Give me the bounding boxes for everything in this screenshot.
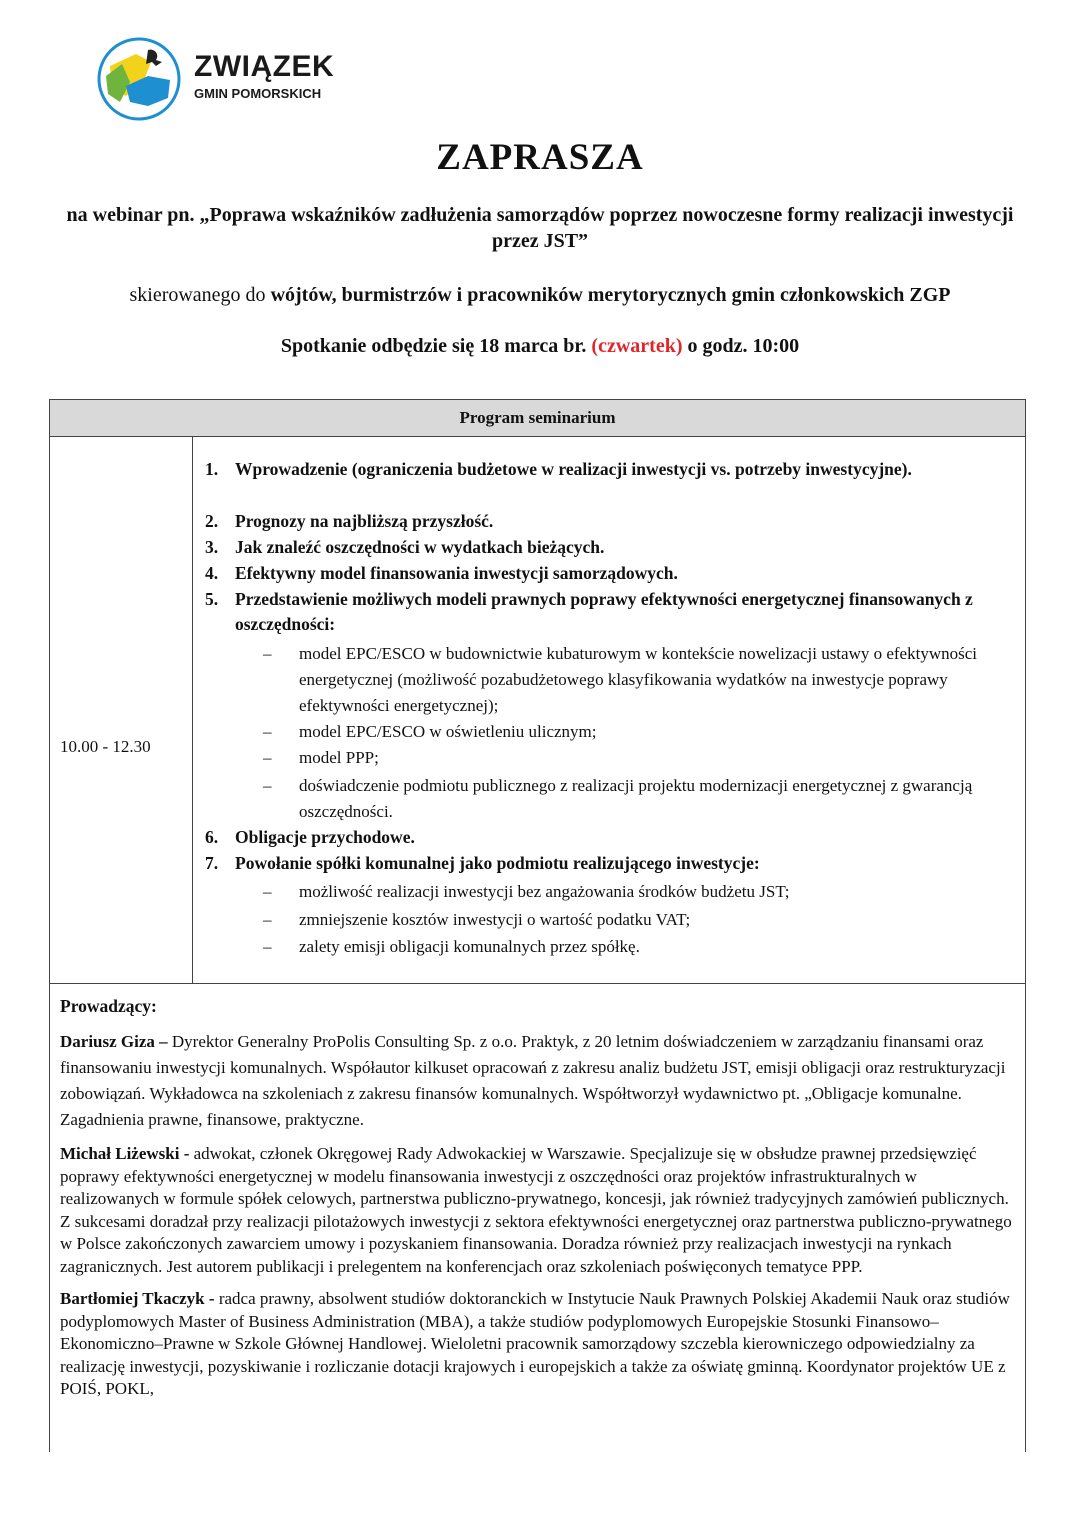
item-number: 3. <box>205 537 219 557</box>
item-number: 1. <box>205 459 219 479</box>
row-divider <box>50 983 1025 984</box>
lecturer-name: Bartłomiej Tkaczyk - <box>60 1289 219 1308</box>
sub-item-text: model EPC/ESCO w oświetleniu ulicznym; <box>299 722 597 741</box>
program-header: Program seminarium <box>50 400 1025 437</box>
lecturers-section <box>60 996 1015 1411</box>
sub-item-text: model PPP; <box>299 748 379 767</box>
zgp-emblem-icon <box>96 36 182 122</box>
time-cell <box>50 437 193 983</box>
sub-item-text: doświadczenie podmiotu publicznego z realizacji projektu modernizacji energetycznej z gwarancją oszczędności. <box>299 776 973 821</box>
sub-item-text: zmniejszenie kosztów inwestycji o wartość podatku VAT; <box>299 910 691 929</box>
item-text: Powołanie spółki komunalnej jako podmiotu realizującego inwestycje: <box>235 853 760 873</box>
webinar-subtitle: na webinar pn. „Poprawa wskaźników zadłużenia samorządów poprzez nowoczesne formy realizacji inwestycji przez JST” <box>66 204 1014 252</box>
dash-marker: – <box>263 882 272 901</box>
lecturer-description: adwokat, członek Okręgowej Rady Adwokackiej w Warszawie. Specjalizuje się w obsłudze prawnej przedsięwzięć poprawy efektywności energetycznej w modelu finansowania inwestycji z oszczędności oraz projektów infrastrukturalnych w realizowanych w formule spółek celowych, partnerstwa publiczno-prywatnego, koncesji, jak również tradycyjnych zamówień publicznych. Z sukcesami doradzał przy realizacji pilotażowych inwestycji z sektora efektywności energetycznej oraz partnerstwa publiczno-prywatnego w Polsce zakończonych zawarciem umowy i pozyskaniem finansowania. Doradza również przy realizacjach inwestycji na rynkach zagranicznych. Jest autorem publikacji i prelegentem na konferencjach oraz szkoleniach poświęconych tematyce PPP. <box>60 1144 1012 1276</box>
item-text: Obligacje przychodowe. <box>235 827 415 847</box>
dash-marker: – <box>263 748 272 767</box>
meeting-prefix: Spotkanie odbędzie się 18 marca br. <box>280 335 592 357</box>
sub-item-text: model EPC/ESCO w budownictwie kubaturowym w kontekście nowelizacji ustawy o efektywności energetycznej (możliwość pozabudżetowego klasyfikowania wydatków na inwestycje poprawy efektywności energetycznej); <box>299 644 977 715</box>
meeting-day: (czwartek) <box>591 335 683 357</box>
dash-marker: – <box>263 937 272 956</box>
meeting-suffix: o godz. 10:00 <box>682 335 800 357</box>
lecturer-name: Dariusz Giza – <box>60 1032 172 1051</box>
item-number: 4. <box>205 563 219 583</box>
lecturer-bio <box>60 1143 1015 1278</box>
sub-item-text: możliwość realizacji inwestycji bez angażowania środków budżetu JST; <box>299 882 790 901</box>
dash-marker: – <box>263 910 272 929</box>
lecturers-label: Prowadzący: <box>60 996 157 1016</box>
program-table <box>49 399 1026 1452</box>
lecturer-bio <box>60 1029 1015 1133</box>
audience-prefix: skierowanego do <box>129 284 271 306</box>
item-text: Jak znaleźć oszczędności w wydatkach bieżących. <box>235 537 605 557</box>
audience-target: wójtów, burmistrzów i pracowników merytorycznych gmin członkowskich ZGP <box>270 284 951 306</box>
item-number: 5. <box>205 589 219 609</box>
item-number: 2. <box>205 511 219 531</box>
program-cell <box>193 437 1025 983</box>
invitation-title: ZAPRASZA <box>436 137 644 178</box>
logo-subtitle: GMIN POMORSKICH <box>194 86 322 101</box>
sub-item-text: zalety emisji obligacji komunalnych przez spółkę. <box>299 937 640 956</box>
audience-line <box>20 282 1060 308</box>
item-text: Przedstawienie możliwych modeli prawnych poprawy efektywności energetycznej finansowanych z oszczędności: <box>235 589 973 634</box>
item-text: Wprowadzenie (ograniczenia budżetowe w realizacji inwestycji vs. potrzeby inwestycyjne). <box>235 459 912 479</box>
dash-marker: – <box>263 722 272 741</box>
time-range: 10.00 - 12.30 <box>60 737 151 756</box>
lecturer-name: Michał Liżewski - <box>60 1144 194 1163</box>
zgp-logo <box>96 36 356 122</box>
item-text: Prognozy na najbliższą przyszłość. <box>235 511 494 531</box>
lecturer-bio <box>60 1288 1015 1401</box>
meeting-line <box>0 335 1080 358</box>
item-text: Efektywny model finansowania inwestycji samorządowych. <box>235 563 678 583</box>
lecturer-description: Dyrektor Generalny ProPolis Consulting Sp. z o.o. Praktyk, z 20 letnim doświadczeniem w zarządzaniu finansami oraz finansowaniu inwestycji komunalnych. Współautor kilkuset opracowań z zakresu analiz budżetu JST, emisji obligacji oraz restrukturyzacji zobowiązań. Wykładowca na szkoleniach z zakresu finansów komunalnych. Współtworzył wydawnictwo pt. „Obligacje komunalne. Zagadnienia prawne, finansowe, praktyczne. <box>60 1032 1006 1129</box>
dash-marker: – <box>263 644 272 663</box>
item-number: 6. <box>205 827 219 847</box>
logo-title: ZWIĄZEK <box>194 50 335 83</box>
lecturer-description: radca prawny, absolwent studiów doktoranckich w Instytucie Nauk Prawnych Polskiej Akademii Nauk oraz studiów podyplomowych Master of Business Administration (MBA), a także studiów podyplomowych Europejskie Stosunki Finansowo–Ekonomiczno–Prawne w Szkole Głównej Handlowej. Wieloletni pracownik samorządowy szczebla kierowniczego odpowiedzialny za realizację inwestycji, pozyskiwanie i rozliczanie dotacji krajowych i europejskich a także za oświatę gminną. Koordynator projektów UE z POIŚ, POKL, <box>60 1289 1010 1398</box>
item-number: 7. <box>205 853 219 873</box>
dash-marker: – <box>263 776 272 795</box>
